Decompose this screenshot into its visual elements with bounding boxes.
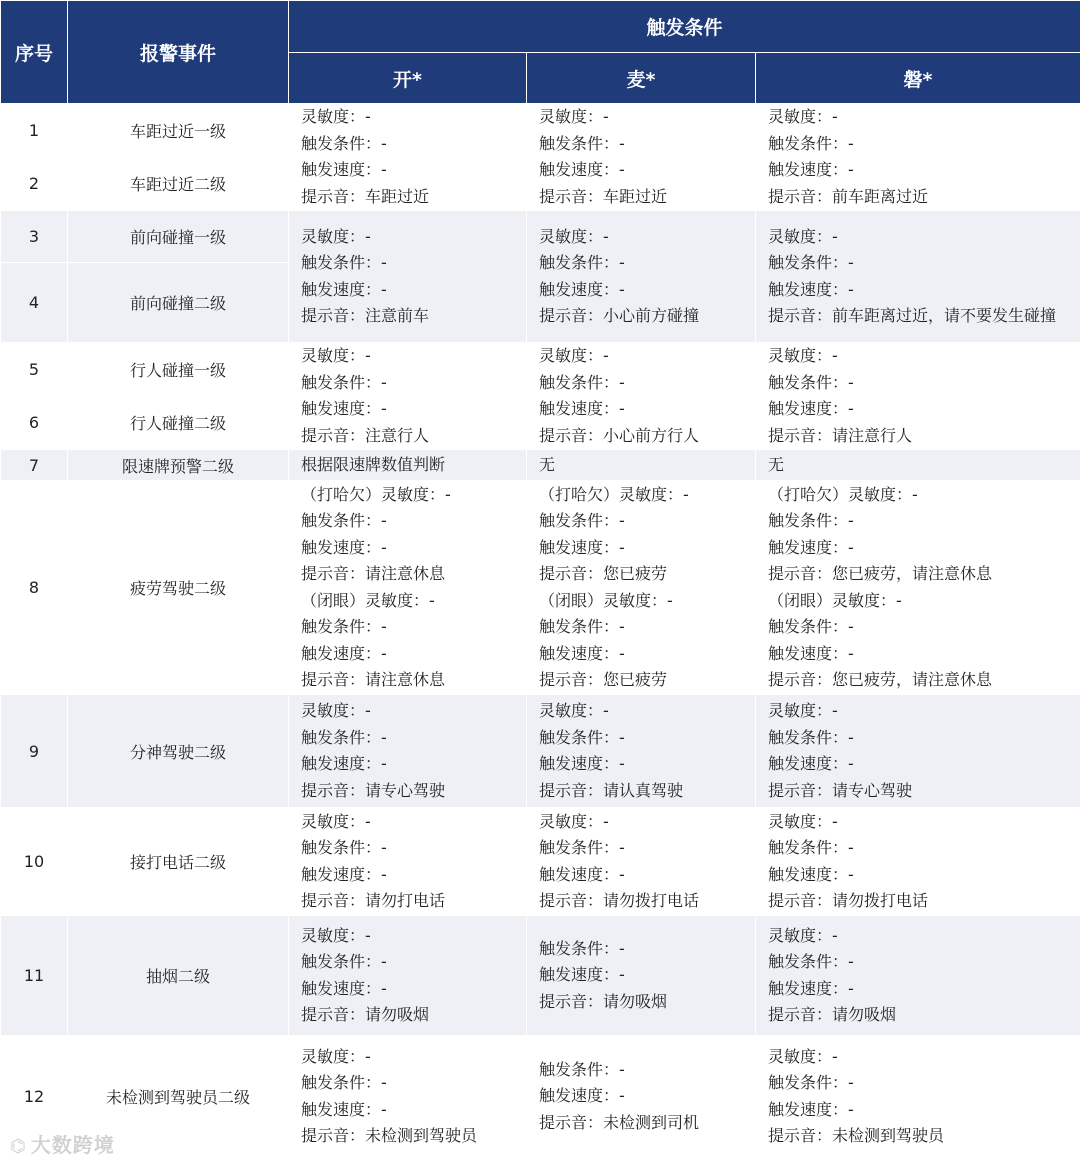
- trigger-line: 灵敏度：-: [768, 346, 838, 365]
- trigger-cell: [527, 916, 756, 1036]
- trigger-cell: [756, 1036, 1080, 1158]
- trigger-line: 触发条件：-: [301, 511, 387, 530]
- trigger-line: 提示音：您已疲劳: [539, 564, 668, 583]
- trigger-line: 提示音：您已疲劳: [539, 670, 668, 689]
- trigger-line: 触发条件：-: [539, 938, 625, 958]
- trigger-cell: [527, 1036, 756, 1158]
- trigger-line: 触发速度：-: [539, 864, 625, 884]
- trigger-cell: [756, 450, 1080, 481]
- row-event: 车距过近一级: [68, 104, 289, 158]
- trigger-line: 触发条件：-: [301, 253, 387, 272]
- trigger-line: 提示音：请勿打电话: [301, 891, 446, 910]
- trigger-cell: [527, 211, 756, 343]
- trigger-line: 触发速度：-: [539, 537, 625, 557]
- trigger-line: 灵敏度：-: [301, 346, 371, 365]
- header-event: 报警事件: [68, 1, 289, 104]
- row-event: 分神驾驶二级: [68, 695, 289, 808]
- trigger-line: 提示音：前车距离过近，请不要发生碰撞: [768, 306, 1057, 325]
- row-index: 9: [1, 695, 68, 808]
- trigger-cell: [527, 695, 756, 808]
- trigger-line: 灵敏度：-: [301, 925, 371, 945]
- row-index: 11: [1, 916, 68, 1036]
- row-index: 2: [1, 157, 68, 211]
- trigger-line: （闭眼）灵敏度：-: [768, 590, 902, 610]
- watermark: [10, 1129, 115, 1158]
- row-event: 抽烟二级: [68, 916, 289, 1036]
- trigger-line: 根据限速牌数值判断: [301, 454, 446, 474]
- trigger-line: 触发速度：-: [539, 1086, 625, 1106]
- trigger-line: 触发条件：-: [768, 838, 854, 857]
- trigger-cell: [756, 695, 1080, 808]
- row-event: 接打电话二级: [68, 808, 289, 916]
- row-index: 8: [1, 481, 68, 695]
- trigger-line: 提示音：请专心驾驶: [768, 780, 913, 800]
- trigger-cell: [289, 481, 527, 695]
- trigger-line: 触发条件：-: [539, 133, 625, 153]
- trigger-line: 灵敏度：-: [301, 811, 371, 831]
- trigger-line: 触发条件：-: [768, 133, 854, 153]
- trigger-line: 灵敏度：-: [539, 226, 609, 246]
- trigger-line: 触发条件：-: [768, 511, 854, 530]
- row-event: 限速牌预警二级: [68, 450, 289, 481]
- trigger-cell: [527, 481, 756, 695]
- trigger-line: 触发条件：-: [768, 727, 854, 747]
- watermark-text: 大数跨境: [30, 1133, 115, 1157]
- trigger-cell: [756, 211, 1080, 343]
- trigger-line: 提示音：前车距离过近: [768, 186, 929, 206]
- trigger-line: 触发条件：-: [539, 838, 625, 857]
- header-brand-1: 开*: [289, 53, 527, 104]
- trigger-line: 触发速度：-: [768, 537, 854, 557]
- trigger-line: （打哈欠）灵敏度：-: [301, 484, 451, 504]
- trigger-cell: [289, 808, 527, 916]
- trigger-line: 触发速度：-: [768, 754, 854, 773]
- trigger-line: （打哈欠）灵敏度：-: [539, 484, 689, 504]
- trigger-line: 灵敏度：-: [768, 1046, 838, 1066]
- trigger-cell: [527, 343, 756, 450]
- trigger-line: 触发速度：-: [301, 279, 387, 299]
- trigger-line: 灵敏度：-: [301, 226, 371, 246]
- trigger-line: 灵敏度：-: [539, 701, 609, 720]
- trigger-line: 灵敏度：-: [768, 701, 838, 720]
- trigger-line: 提示音：您已疲劳，请注意休息: [768, 564, 993, 583]
- trigger-line: 提示音：注意行人: [301, 425, 430, 445]
- trigger-line: 灵敏度：-: [768, 226, 838, 246]
- trigger-line: 触发条件：-: [768, 1073, 854, 1092]
- trigger-cell: [756, 808, 1080, 916]
- trigger-line: 提示音：请勿吸烟: [539, 991, 668, 1011]
- row-event: 前向碰撞二级: [68, 263, 289, 343]
- trigger-line: 提示音：小心前方碰撞: [539, 306, 700, 325]
- trigger-line: 触发速度：-: [301, 978, 387, 998]
- trigger-line: 提示音：未检测到驾驶员: [768, 1126, 945, 1145]
- trigger-cell: [289, 1036, 527, 1158]
- trigger-cell: [756, 104, 1080, 211]
- trigger-cell: [756, 481, 1080, 695]
- row-index: 5: [1, 343, 68, 396]
- trigger-line: 触发速度：-: [539, 643, 625, 663]
- row-event: 车距过近二级: [68, 157, 289, 211]
- trigger-line: 触发条件：-: [301, 133, 387, 153]
- trigger-line: 触发速度：-: [301, 160, 387, 179]
- trigger-cell: [289, 695, 527, 808]
- trigger-cell: [289, 104, 527, 211]
- trigger-line: 触发条件：-: [301, 617, 387, 636]
- trigger-line: 触发速度：-: [539, 399, 625, 418]
- trigger-line: 灵敏度：-: [768, 107, 838, 126]
- trigger-line: 提示音：注意前车: [301, 306, 430, 325]
- trigger-line: 触发速度：-: [768, 864, 854, 884]
- trigger-line: 触发速度：-: [301, 643, 387, 663]
- trigger-line: 触发速度：-: [539, 279, 625, 299]
- trigger-line: 提示音：请注意休息: [301, 564, 446, 583]
- header-brand-2: 麦*: [527, 53, 756, 104]
- trigger-line: 触发条件：-: [768, 952, 854, 971]
- trigger-line: 灵敏度：-: [301, 107, 371, 126]
- trigger-line: 触发速度：-: [768, 160, 854, 179]
- header-index: 序号: [1, 1, 68, 104]
- trigger-line: 提示音：请勿吸烟: [768, 1005, 897, 1024]
- trigger-line: 灵敏度：-: [539, 811, 609, 831]
- trigger-line: 触发条件：-: [768, 617, 854, 636]
- row-index: 12: [1, 1036, 68, 1158]
- trigger-line: 触发条件：-: [301, 727, 387, 747]
- trigger-line: 灵敏度：-: [301, 701, 371, 720]
- trigger-line: 触发速度：-: [301, 399, 387, 418]
- trigger-line: 提示音：未检测到驾驶员: [301, 1126, 478, 1145]
- trigger-line: 触发速度：-: [768, 1099, 854, 1119]
- row-index: 6: [1, 396, 68, 450]
- trigger-cell: [289, 450, 527, 481]
- row-index: 10: [1, 808, 68, 916]
- row-event: 行人碰撞二级: [68, 396, 289, 450]
- trigger-line: 触发条件：-: [301, 372, 387, 392]
- trigger-line: 提示音：请勿拨打电话: [539, 891, 700, 910]
- trigger-line: 灵敏度：-: [768, 811, 838, 831]
- row-event: 前向碰撞一级: [68, 211, 289, 263]
- trigger-line: 触发速度：-: [539, 754, 625, 773]
- trigger-line: 触发速度：-: [768, 399, 854, 418]
- trigger-line: 提示音：请勿吸烟: [301, 1005, 430, 1024]
- trigger-line: 触发速度：-: [768, 643, 854, 663]
- trigger-line: 触发速度：-: [539, 160, 625, 179]
- trigger-line: 提示音：请认真驾驶: [539, 780, 684, 800]
- trigger-line: （闭眼）灵敏度：-: [301, 590, 435, 610]
- trigger-cell: [527, 808, 756, 916]
- header-brand-3: 磐*: [756, 53, 1080, 104]
- trigger-line: 提示音：您已疲劳，请注意休息: [768, 670, 993, 689]
- trigger-cell: [527, 104, 756, 211]
- trigger-line: 灵敏度：-: [539, 107, 609, 126]
- trigger-line: 触发速度：-: [768, 279, 854, 299]
- header-trigger: 触发条件: [289, 1, 1080, 53]
- trigger-line: 提示音：请专心驾驶: [301, 780, 446, 800]
- row-index: 7: [1, 450, 68, 481]
- trigger-line: 提示音：请勿拨打电话: [768, 891, 929, 910]
- row-index: 3: [1, 211, 68, 263]
- trigger-line: 触发条件：-: [539, 727, 625, 747]
- trigger-line: 提示音：未检测到司机: [539, 1112, 700, 1132]
- trigger-line: 触发速度：-: [301, 1099, 387, 1119]
- trigger-line: 触发速度：-: [301, 754, 387, 773]
- trigger-line: 触发条件：-: [301, 952, 387, 971]
- trigger-cell: [527, 450, 756, 481]
- trigger-line: （闭眼）灵敏度：-: [539, 590, 673, 610]
- trigger-line: 提示音：车距过近: [301, 186, 430, 206]
- trigger-cell: [756, 916, 1080, 1036]
- trigger-line: 触发条件：-: [301, 1073, 387, 1092]
- trigger-line: 触发条件：-: [539, 1059, 625, 1079]
- trigger-cell: [289, 211, 527, 343]
- trigger-line: 提示音：请注意休息: [301, 670, 446, 689]
- trigger-cell: [289, 916, 527, 1036]
- trigger-cell: [289, 343, 527, 450]
- trigger-line: 触发速度：-: [768, 978, 854, 998]
- row-event: 疲劳驾驶二级: [68, 481, 289, 695]
- trigger-line: 触发速度：-: [301, 537, 387, 557]
- brand-logo-icon: ⌬: [10, 1136, 27, 1157]
- trigger-line: 触发速度：-: [301, 864, 387, 884]
- row-event: 未检测到驾驶员二级: [68, 1036, 289, 1158]
- trigger-line: 触发条件：-: [301, 838, 387, 857]
- trigger-line: 提示音：车距过近: [539, 186, 668, 206]
- row-index: 4: [1, 263, 68, 343]
- trigger-line: 提示音：小心前方行人: [539, 425, 700, 445]
- trigger-line: 灵敏度：-: [301, 1046, 371, 1066]
- trigger-line: 触发条件：-: [539, 253, 625, 272]
- trigger-line: 触发条件：-: [539, 617, 625, 636]
- trigger-line: 无: [539, 454, 556, 474]
- trigger-line: （打哈欠）灵敏度：-: [768, 484, 918, 504]
- trigger-line: 灵敏度：-: [539, 346, 609, 365]
- trigger-line: 触发条件：-: [539, 511, 625, 530]
- trigger-line: 无: [768, 454, 785, 474]
- trigger-line: 触发条件：-: [768, 372, 854, 392]
- row-event: 行人碰撞一级: [68, 343, 289, 396]
- trigger-cell: [756, 343, 1080, 450]
- trigger-line: 灵敏度：-: [768, 925, 838, 945]
- trigger-line: 触发条件：-: [539, 372, 625, 392]
- trigger-line: 触发条件：-: [768, 253, 854, 272]
- row-index: 1: [1, 104, 68, 158]
- trigger-line: 提示音：请注意行人: [768, 425, 913, 445]
- trigger-line: 触发速度：-: [539, 965, 625, 985]
